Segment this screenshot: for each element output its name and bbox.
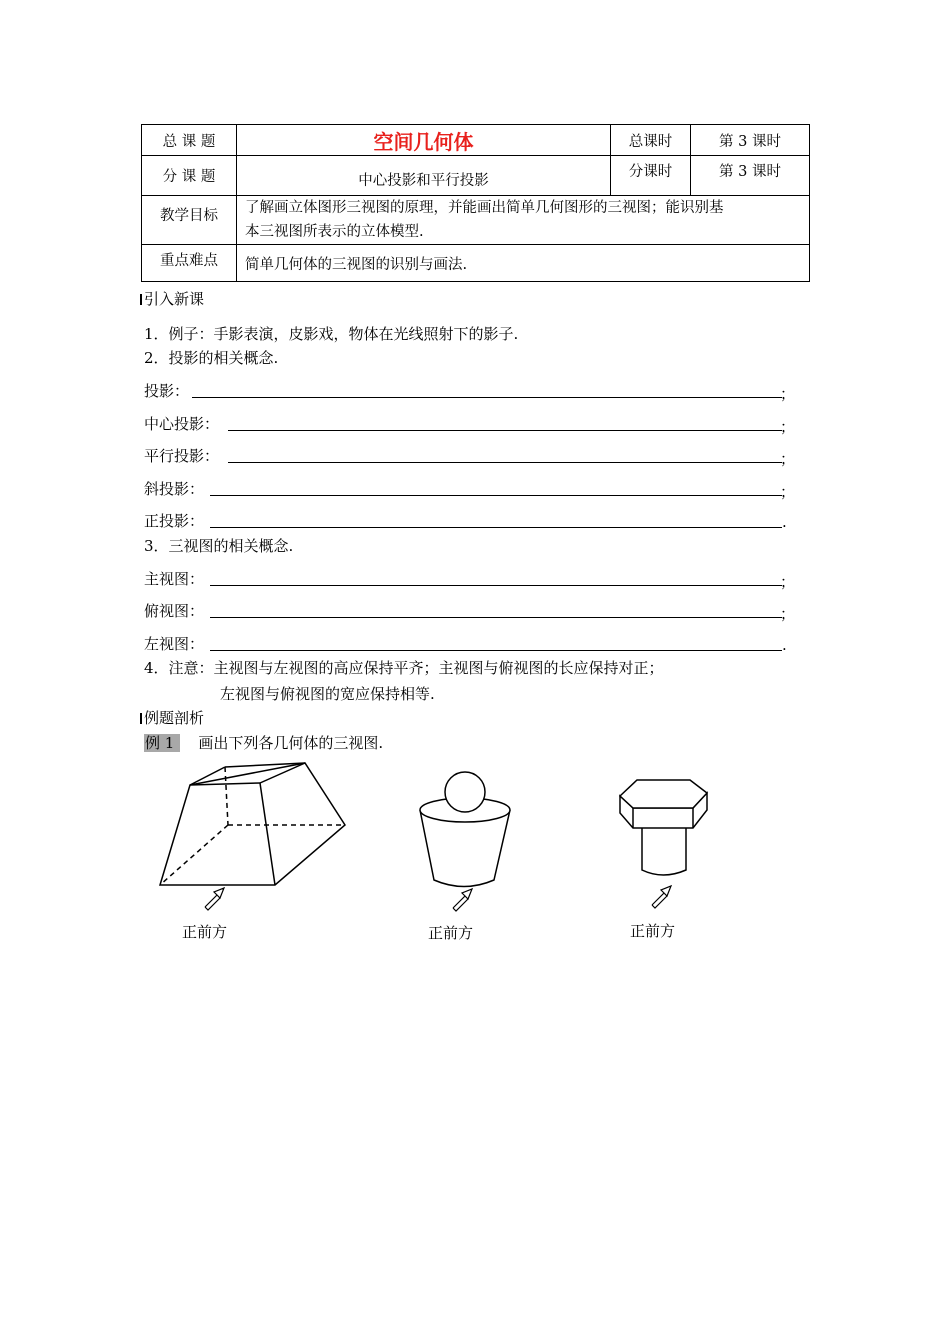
intro-heading (140, 289, 204, 309)
field-oblique-projection-blank[interactable] (210, 495, 782, 496)
field-top-view-end: ； (780, 605, 796, 623)
label-sub-topic: 分 课 题 (142, 156, 237, 196)
goals-line-1: 了解画立体图形三视图的原理，并能画出简单几何图形的三视图；能识别基 (245, 200, 724, 216)
arrow-icon (200, 882, 230, 912)
examples-heading-text: 例题剖析 (144, 709, 205, 727)
label-goals: 教学目标 (142, 196, 237, 245)
caption-sphere-cup: 正前方 (428, 924, 474, 942)
field-central-projection-label: 中心投影： (144, 415, 220, 433)
goals-line-2: 本三视图所表示的立体模型. (245, 224, 424, 240)
value-total-hours: 第 3 课时 (691, 125, 810, 156)
caption-frustum: 正前方 (182, 923, 228, 941)
examples-heading (140, 708, 204, 728)
intro-item-2: 2．投影的相关概念. (144, 349, 279, 367)
field-parallel-projection-end: ； (780, 450, 796, 468)
course-title-cell (237, 125, 611, 156)
field-front-view-label: 主视图： (144, 570, 205, 588)
field-orthographic-projection-label: 正投影： (144, 512, 205, 530)
field-top-view-blank[interactable] (210, 617, 782, 618)
arrow-icon (448, 883, 478, 913)
caption-hex-bolt: 正前方 (630, 922, 676, 940)
sphere-cup-figure (412, 768, 522, 893)
field-side-view-end: . (782, 636, 787, 654)
goals-text (237, 196, 810, 245)
field-top-view-label: 俯视图： (144, 602, 205, 620)
field-oblique-projection-end: ； (780, 483, 796, 501)
header-table (141, 124, 810, 282)
intro-item-4-line-1: 4．注意：主视图与左视图的高应保持平齐；主视图与俯视图的长应保持对正； (144, 659, 664, 677)
course-title: 空间几何体 (373, 129, 474, 154)
field-central-projection-end: ； (780, 418, 796, 436)
field-side-view-label: 左视图： (144, 635, 205, 653)
example-1 (144, 733, 383, 753)
section-marker-icon (140, 713, 142, 724)
key-points-text: 简单几何体的三视图的识别与画法. (237, 245, 810, 282)
field-front-view-end: ； (780, 573, 796, 591)
intro-item-4-line-2: 左视图与俯视图的宽应保持相等. (220, 685, 435, 703)
field-side-view-blank[interactable] (210, 650, 782, 651)
label-sub-hours: 分课时 (611, 156, 691, 196)
sub-topic: 中心投影和平行投影 (237, 156, 611, 196)
hex-bolt-figure (615, 768, 715, 888)
field-projection-end: ； (780, 385, 796, 403)
field-projection-label: 投影： (144, 382, 190, 400)
intro-item-3: 3．三视图的相关概念. (144, 537, 294, 555)
arrow-icon (647, 880, 677, 910)
section-marker-icon (140, 294, 142, 305)
field-projection-blank[interactable] (192, 397, 782, 398)
field-central-projection-blank[interactable] (228, 430, 782, 431)
frustum-figure (150, 755, 360, 905)
field-orthographic-projection-end: . (782, 513, 787, 531)
field-oblique-projection-label: 斜投影： (144, 480, 205, 498)
intro-item-1: 1．例子：手影表演，皮影戏，物体在光线照射下的影子. (144, 325, 519, 343)
field-front-view-blank[interactable] (210, 585, 782, 586)
example-prompt: 画出下列各几何体的三视图. (198, 734, 384, 752)
label-key-points: 重点难点 (142, 245, 237, 282)
value-sub-hours: 第 3 课时 (691, 156, 810, 196)
intro-heading-text: 引入新课 (144, 290, 205, 308)
example-tag: 例 1 (144, 734, 180, 752)
label-total-topic: 总 课 题 (142, 125, 237, 156)
field-parallel-projection-blank[interactable] (228, 462, 782, 463)
field-orthographic-projection-blank[interactable] (210, 527, 782, 528)
label-total-hours: 总课时 (611, 125, 691, 156)
field-parallel-projection-label: 平行投影： (144, 447, 220, 465)
